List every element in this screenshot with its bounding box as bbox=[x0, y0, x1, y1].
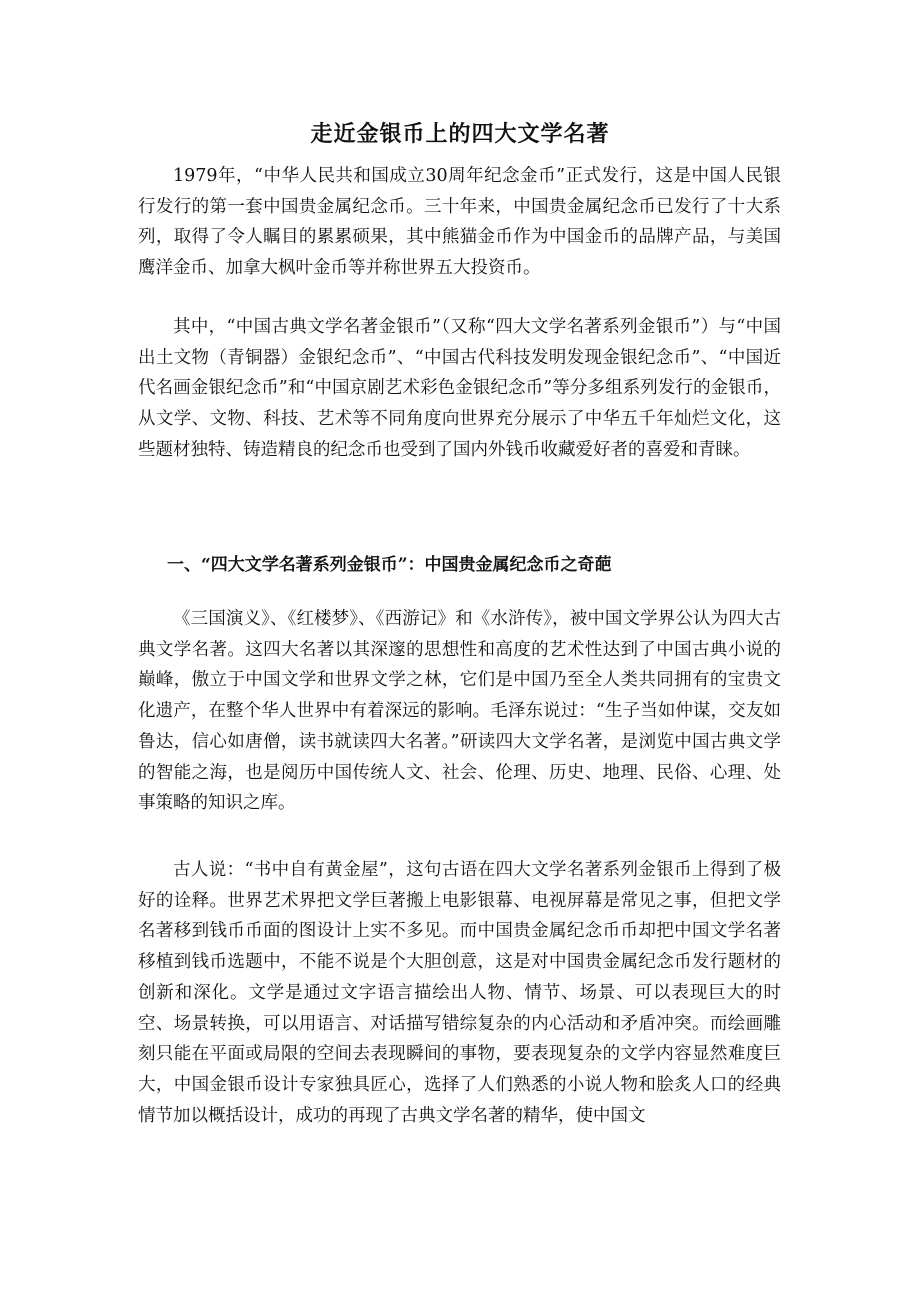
document-title: 走近金银币上的四大文学名著 bbox=[310, 121, 610, 147]
section-paragraph-2: 古人说：“书中自有黄金屋”，这句古语在四大文学名著系列金银币上得到了极好的诠释。世界艺术界把文学巨著搬上电影银幕、电视屏幕是常见之事，但把文学名著移到钱币币面的图设计上实不多见。而中国贵金属纪念币币却把中国文学名著移植到钱币选题中，不能不说是个大胆创意，这是对中国贵金属纪念币发行题材的创新和深化。文学是通过文字语言描绘出人物、情节、场景、可以表现巨大的时空、场景转换，可以用语言、对话描写错综复杂的内心活动和矛盾冲突。而绘画雕刻只能在平面或局限的空间去表现瞬间的事物，要表现复杂的文学内容显然难度巨大，中国金银币设计专家独具匠心，选择了人们熟悉的小说人物和脍炙人口的经典情节加以概括设计，成功的再现了古典文学名著的精华，使中国文 bbox=[138, 860, 781, 1126]
section-heading: 一、“四大文学名著系列金银币”：中国贵金属纪念币之奇葩 bbox=[167, 555, 612, 575]
intro-paragraph-2: 其中，“中国古典文学名著金银币”（又称“四大文学名著系列金银币”）与“中国出土文物（青铜器）金银纪念币”、“中国古代科技发明发现金银纪念币”、“中国近代名画金银纪念币”和“中国京剧艺术彩色金银纪念币”等分多组系列发行的金银币，从文学、文物、科技、艺术等不同角度向世界充分展示了中华五千年灿烂文化，这些题材独特、铸造精良的纪念币也受到了国内外钱币收藏爱好者的喜爱和青睐。 bbox=[138, 317, 781, 460]
intro-paragraph-1: 1979年，“中华人民共和国成立30周年纪念金币”正式发行，这是中国人民银行发行的第一套中国贵金属纪念币。三十年来，中国贵金属纪念币已发行了十大系列，取得了令人瞩目的累累硕果，其中熊猫金币作为中国金币的品牌产品，与美国鹰洋金币、加拿大枫叶金币等并称世界五大投资币。 bbox=[138, 166, 781, 279]
section-paragraph-1: 《三国演义》、《红楼梦》、《西游记》和《水浒传》，被中国文学界公认为四大古典文学名著。这四大名著以其深邃的思想性和高度的艺术性达到了中国古典小说的巅峰，傲立于中国文学和世界文学之林，它们是中国乃至全人类共同拥有的宝贵文化遗产，在整个华人世界中有着深远的影响。毛泽东说过：“生子当如仲谋，交友如鲁达，信心如唐僧，读书就读四大名著。”研读四大文学名著，是浏览中国古典文学的智能之海，也是阅历中国传统人文、社会、伦理、历史、地理、民俗、心理、处事策略的知识之库。 bbox=[138, 609, 781, 814]
